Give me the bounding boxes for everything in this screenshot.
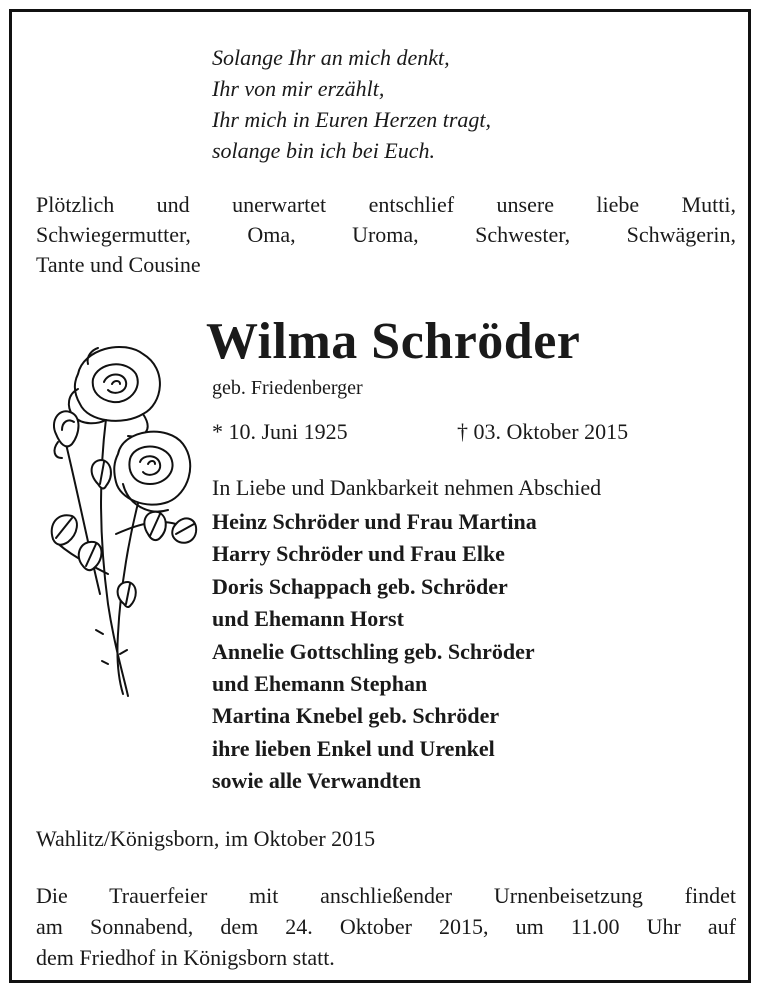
funeral-details (36, 880, 736, 973)
poem-line: Solange Ihr an mich denkt, (212, 45, 450, 70)
ceremony-line: am Sonnabend, dem 24. Oktober 2015, um 11.00 Uhr auf (36, 914, 736, 939)
list-item: Heinz Schröder und Frau Martina (212, 509, 537, 534)
rose-illustration-icon (28, 334, 198, 704)
farewell-line: In Liebe und Dankbarkeit nehmen Abschied (212, 475, 602, 500)
list-item: ihre lieben Enkel und Urenkel (212, 735, 495, 761)
mourners-list (212, 506, 537, 798)
place-and-date: Wahlitz/Königsborn, im Oktober 2015 (36, 826, 376, 851)
intro-line: Tante und Cousine (36, 252, 201, 277)
obituary-notice (9, 9, 751, 983)
deceased-name: Wilma Schröder (206, 313, 581, 370)
poem-line: Ihr mich in Euren Herzen tragt, (212, 107, 492, 132)
intro-line: Schwiegermutter, Oma, Uroma, Schwester, Schwägerin, (36, 222, 736, 247)
death-date: † 03. Oktober 2015 (457, 419, 629, 444)
memorial-poem (212, 42, 491, 166)
list-item: und Ehemann Horst (212, 606, 404, 632)
ceremony-line: dem Friedhof in Königsborn statt. (36, 945, 335, 970)
list-item: sowie alle Verwandten (212, 768, 421, 794)
poem-line: Ihr von mir erzählt, (212, 76, 385, 101)
birth-date: * 10. Juni 1925 (212, 419, 348, 444)
ceremony-line: Die Trauerfeier mit anschließender Urnenbeisetzung findet (36, 883, 736, 908)
maiden-name: geb. Friedenberger (212, 377, 363, 399)
announcement-intro (36, 190, 736, 280)
list-item: Harry Schröder und Frau Elke (212, 541, 505, 567)
list-item: Annelie Gottschling geb. Schröder (212, 638, 535, 664)
list-item: und Ehemann Stephan (212, 671, 428, 697)
list-item: Doris Schappach geb. Schröder (212, 573, 508, 599)
list-item: Martina Knebel geb. Schröder (212, 703, 500, 729)
intro-line: Plötzlich und unerwartet entschlief unsere liebe Mutti, (36, 192, 736, 217)
poem-line: solange bin ich bei Euch. (212, 138, 436, 163)
